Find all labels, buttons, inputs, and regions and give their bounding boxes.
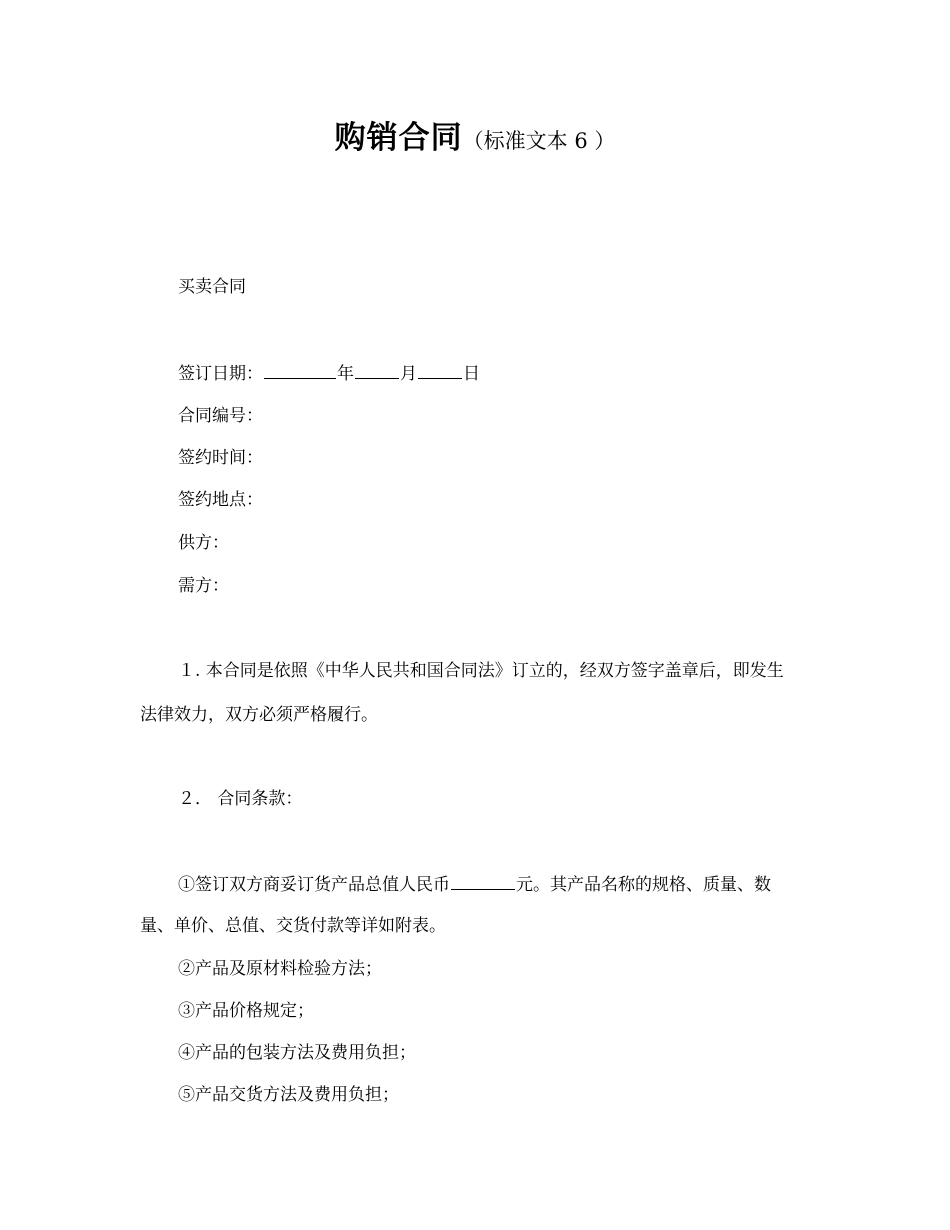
- sign-date-line: [178, 362, 480, 385]
- supplier-line: 供方：: [178, 533, 229, 553]
- amount-blank: [451, 873, 515, 890]
- buyer-line: 需方：: [178, 576, 229, 596]
- document-title: [0, 112, 950, 157]
- month-blank: [355, 362, 399, 379]
- item4-line: ④产品的包装方法及费用负担；: [178, 1043, 416, 1063]
- clause1-line2: 法律效力，双方必须严格履行。: [140, 705, 378, 725]
- item5-line: ⑤产品交货方法及费用负担；: [178, 1085, 399, 1105]
- sign-place-line: 签约地点：: [178, 490, 263, 510]
- sign-date-label: 签订日期：: [178, 364, 263, 384]
- month-label: 月: [400, 364, 417, 384]
- contract-no-line: 合同编号：: [178, 406, 263, 426]
- title-subtitle: （标准文本 6 ）: [462, 129, 616, 153]
- sign-time-line: 签约时间：: [178, 448, 263, 468]
- day-label: 日: [463, 364, 480, 384]
- clause1-line1: １. 本合同是依照《中华人民共和国合同法》订立的，经双方签字盖章后，即发生: [178, 661, 784, 681]
- title-main: 购销合同: [334, 120, 463, 156]
- year-label: 年: [337, 364, 354, 384]
- item1-part2: 元。其产品名称的规格、质量、数: [516, 875, 771, 895]
- item1-line1: [178, 873, 771, 896]
- item3-line: ③产品价格规定；: [178, 1001, 314, 1021]
- item1-line2: 量、单价、总值、交货付款等详如附表。: [140, 916, 446, 936]
- item2-line: ②产品及原材料检验方法；: [178, 959, 382, 979]
- year-blank: [264, 362, 336, 379]
- doc-type-line: 买卖合同: [178, 277, 246, 297]
- day-blank: [418, 362, 462, 379]
- clause2-heading: ２． 合同条款：: [178, 789, 303, 809]
- item1-part1: ①签订双方商妥订货产品总值人民币: [178, 875, 450, 895]
